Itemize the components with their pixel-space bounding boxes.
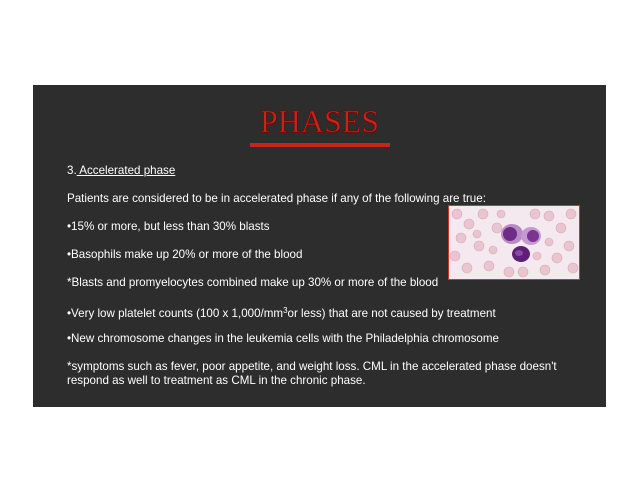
platelet-superscript: 3 (283, 306, 288, 315)
slide-title: PHASES (259, 103, 380, 139)
section-heading (67, 164, 175, 178)
slide (33, 85, 606, 407)
blood-smear-image (448, 205, 580, 280)
title-underline (250, 143, 390, 147)
heading-text: Accelerated phase (76, 164, 176, 177)
heading-number: 3. (67, 164, 77, 177)
title-wrap (33, 105, 606, 137)
bullet-platelets (67, 304, 496, 321)
bullet-promyelocytes: *Blasts and promyelocytes combined make up 30% or more of the blood (67, 276, 439, 289)
platelet-rest: or less) that are not caused by treatment (287, 307, 496, 320)
platelet-text: •Very low platelet counts (100 x 1,000/mm (67, 307, 284, 320)
bullet-blasts: •15% or more, but less than 30% blasts (67, 220, 270, 233)
bullet-chromosome: •New chromosome changes in the leukemia cells with the Philadelphia chromosome (67, 332, 499, 345)
blood-smear-illustration (449, 206, 579, 279)
symptoms-text: *symptoms such as fever, poor appetite, and weight loss. CML in the accelerated phase doesn't respond as well to treatment as CML in the chronic phase. (67, 360, 557, 387)
intro-text: Patients are considered to be in accelerated phase if any of the following are true: (67, 192, 486, 205)
bullet-basophils: •Basophils make up 20% or more of the blood (67, 248, 303, 261)
